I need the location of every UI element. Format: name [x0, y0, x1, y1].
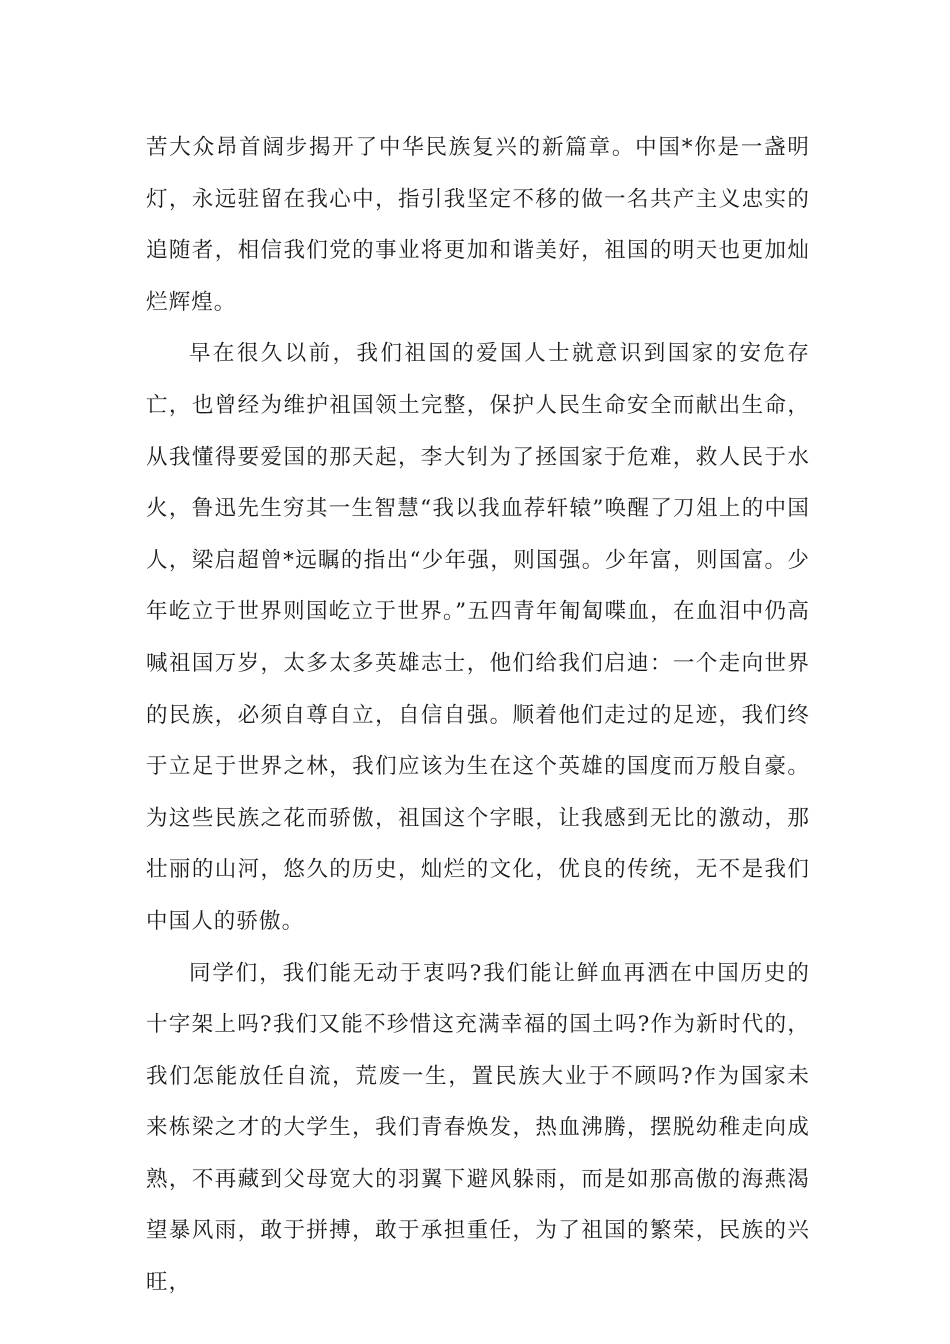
paragraph-2: 早在很久以前，我们祖国的爱国人士就意识到国家的安危存亡，也曾经为维护祖国领土完整，保护人民生命安全而献出生命，从我懂得要爱国的那天起，李大钊为了拯国家于危难，救人民于水火，鲁迅先生穷其一生智慧“我以我血荐轩辕”唤醒了刀俎上的中国人，梁启超曾*远瞩的指出“少年强，则国强。少年富，则国富。少年屹立于世界则国屹立于世界。”五四青年匍匐喋血，在血泪中仍高喊祖国万岁，太多太多英雄志士，他们给我们启迪：一个走向世界的民族，必须自尊自立，自信自强。顺着他们走过的足迹，我们终于立足于世界之林，我们应该为生在这个英雄的国度而万般自豪。为这些民族之花而骄傲，祖国这个字眼，让我感到无比的激动，那壮丽的山河，悠久的历史，灿烂的文化，优良的传统，无不是我们中国人的骄傲。	[146, 341, 810, 934]
body-text	[146, 122, 810, 1309]
paragraph-1: 苦大众昂首阔步揭开了中华民族复兴的新篇章。中国*你是一盏明灯，永远驻留在我心中，指引我坚定不移的做一名共产主义忠实的追随者，相信我们党的事业将更加和谐美好，祖国的明天也更加灿烂辉煌。	[146, 135, 810, 315]
paragraph-3: 同学们，我们能无动于衷吗?我们能让鲜血再洒在中国历史的十字架上吗?我们又能不珍惜这充满幸福的国土吗?作为新时代的，我们怎能放任自流，荒废一生，置民族大业于不顾吗?作为国家未来栋梁之才的大学生，我们青春焕发，热血沸腾，摆脱幼稚走向成熟，不再藏到父母宽大的羽翼下避风躲雨，而是如那高傲的海燕渴望暴风雨，敢于拼搏，敢于承担重任，为了祖国的繁荣，民族的兴旺，	[146, 960, 810, 1296]
